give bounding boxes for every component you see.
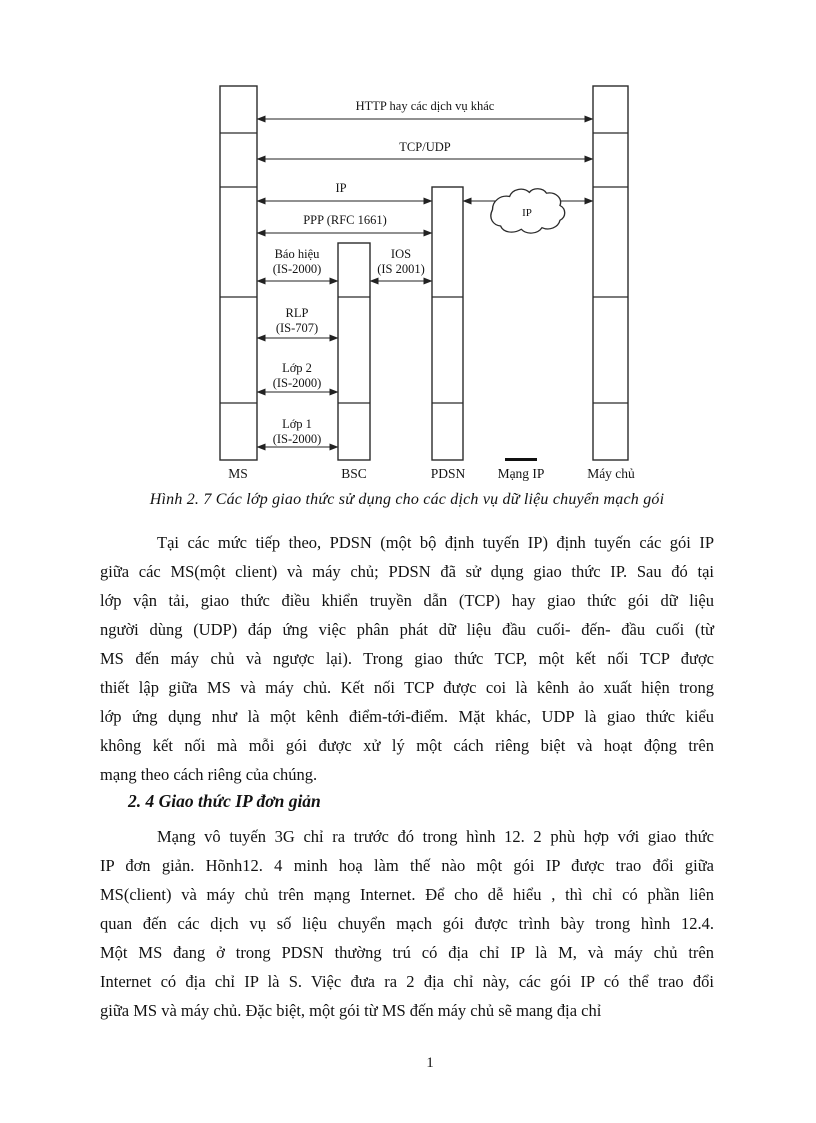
signaling-label-line1: Báo hiệu [274, 247, 320, 261]
node-label-pdsn: PDSN [430, 466, 466, 481]
text-line: MS đến máy chủ và ngược lại). Trong giao thức TCP, một kết nối TCP được [100, 649, 714, 668]
http-label: HTTP hay các dịch vụ khác [355, 99, 495, 113]
bsc-column-box [338, 243, 370, 460]
node-label-mang-ip: Mạng IP [497, 466, 545, 481]
layer2-label-line1: Lớp 2 [282, 361, 312, 375]
cloud-ip-label: IP [522, 207, 532, 219]
pdsn-column-box [432, 187, 463, 460]
text-line: MS(client) và máy chủ trên mạng Internet. Để cho dễ hiểu , thì chỉ có phần liên [100, 885, 714, 904]
protocol-stack-diagram [200, 80, 650, 490]
layer1-arrow [257, 417, 338, 447]
ppp-arrow [257, 213, 432, 233]
node-label-bsc: BSC [341, 466, 367, 481]
layer2-arrow [257, 361, 338, 392]
text-line: Một MS đang ở trong PDSN thường trú có địa chỉ IP là M, và máy chủ trên [100, 943, 714, 962]
rlp-label-line1: RLP [285, 306, 309, 320]
tcp-udp-arrow [257, 140, 593, 159]
paragraph-1 [100, 528, 714, 789]
text-line: Tại các mức tiếp theo, PDSN (một bộ định tuyến IP) định tuyến các gói IP [157, 533, 714, 552]
section-heading: 2. 4 Giao thức IP đơn giản [128, 791, 321, 811]
text-line: Mạng vô tuyến 3G chỉ ra trước đó trong hình 12. 2 phù hợp với giao thức [157, 827, 714, 846]
text-line: Internet có địa chỉ IP là S. Việc đưa ra 2 địa chỉ này, các gói IP có thể trao đổi [100, 972, 714, 991]
page-number: 1 [426, 1055, 434, 1071]
ios-label-line2: (IS 2001) [377, 262, 425, 276]
ios-label-line1: IOS [390, 247, 412, 261]
tcp-udp-label: TCP/UDP [399, 140, 451, 154]
text-line: mạng theo cách riêng của chúng. [100, 765, 318, 784]
figure-caption: Hình 2. 7 Các lớp giao thức sử dụng cho các dịch vụ dữ liệu chuyển mạch gói [149, 491, 665, 508]
paragraph-2 [100, 822, 714, 1025]
ppp-label: PPP (RFC 1661) [303, 213, 387, 227]
text-line: thiết lập giữa MS và máy chủ. Kết nối TCP được coi là kênh ảo xuất hiện trong [100, 678, 714, 697]
node-label-ms: MS [228, 466, 248, 481]
text-line: IP đơn giản. Hõnh12. 4 minh hoạ làm thế nào một gói IP được trao đổi giữa [100, 856, 714, 875]
server-column-box [593, 86, 628, 460]
text-line: lớp vận tải, giao thức điều khiển truyền dẫn (TCP) hay giao thức gói dữ liệu [100, 591, 714, 610]
text-line: lớp ứng dụng như là một kênh điểm-tới-điểm. Mặt khác, UDP là giao thức kiểu [100, 707, 714, 726]
ip-label: IP [335, 181, 347, 195]
text-line: giữa các MS(một client) và máy chủ; PDSN đã sử dụng giao thức IP. Sau đó tại [100, 562, 714, 581]
text-line: giữa MS và máy chủ. Đặc biệt, một gói từ MS đến máy chủ sẽ mang địa chỉ [100, 1001, 602, 1020]
layer2-label-line2: (IS-2000) [272, 376, 322, 390]
rlp-label-line2: (IS-707) [275, 321, 319, 335]
layer1-label-line1: Lớp 1 [282, 417, 312, 431]
rlp-arrow [257, 306, 338, 338]
ip-network-line [505, 458, 537, 461]
ios-arrow [370, 247, 432, 281]
http-arrow [257, 99, 593, 119]
signaling-label-line2: (IS-2000) [272, 262, 322, 276]
ip-arrow-left [257, 181, 432, 201]
ms-column-box [220, 86, 257, 460]
signaling-arrow [257, 247, 338, 281]
node-label-may-chu: Máy chủ [587, 466, 635, 481]
text-line: quan đến các dịch vụ số liệu chuyển mạch gói được trình bày trong hình 12.4. [100, 914, 714, 933]
ip-cloud [491, 189, 565, 233]
text-line: không kết nối mà mỗi gói được xử lý một cách riêng biệt và hoạt động trên [100, 736, 714, 755]
text-line: người dùng (UDP) đáp ứng việc phân phát dữ liệu đầu cuối- đến- đầu cuối (từ [100, 620, 714, 639]
layer1-label-line2: (IS-2000) [272, 432, 322, 446]
